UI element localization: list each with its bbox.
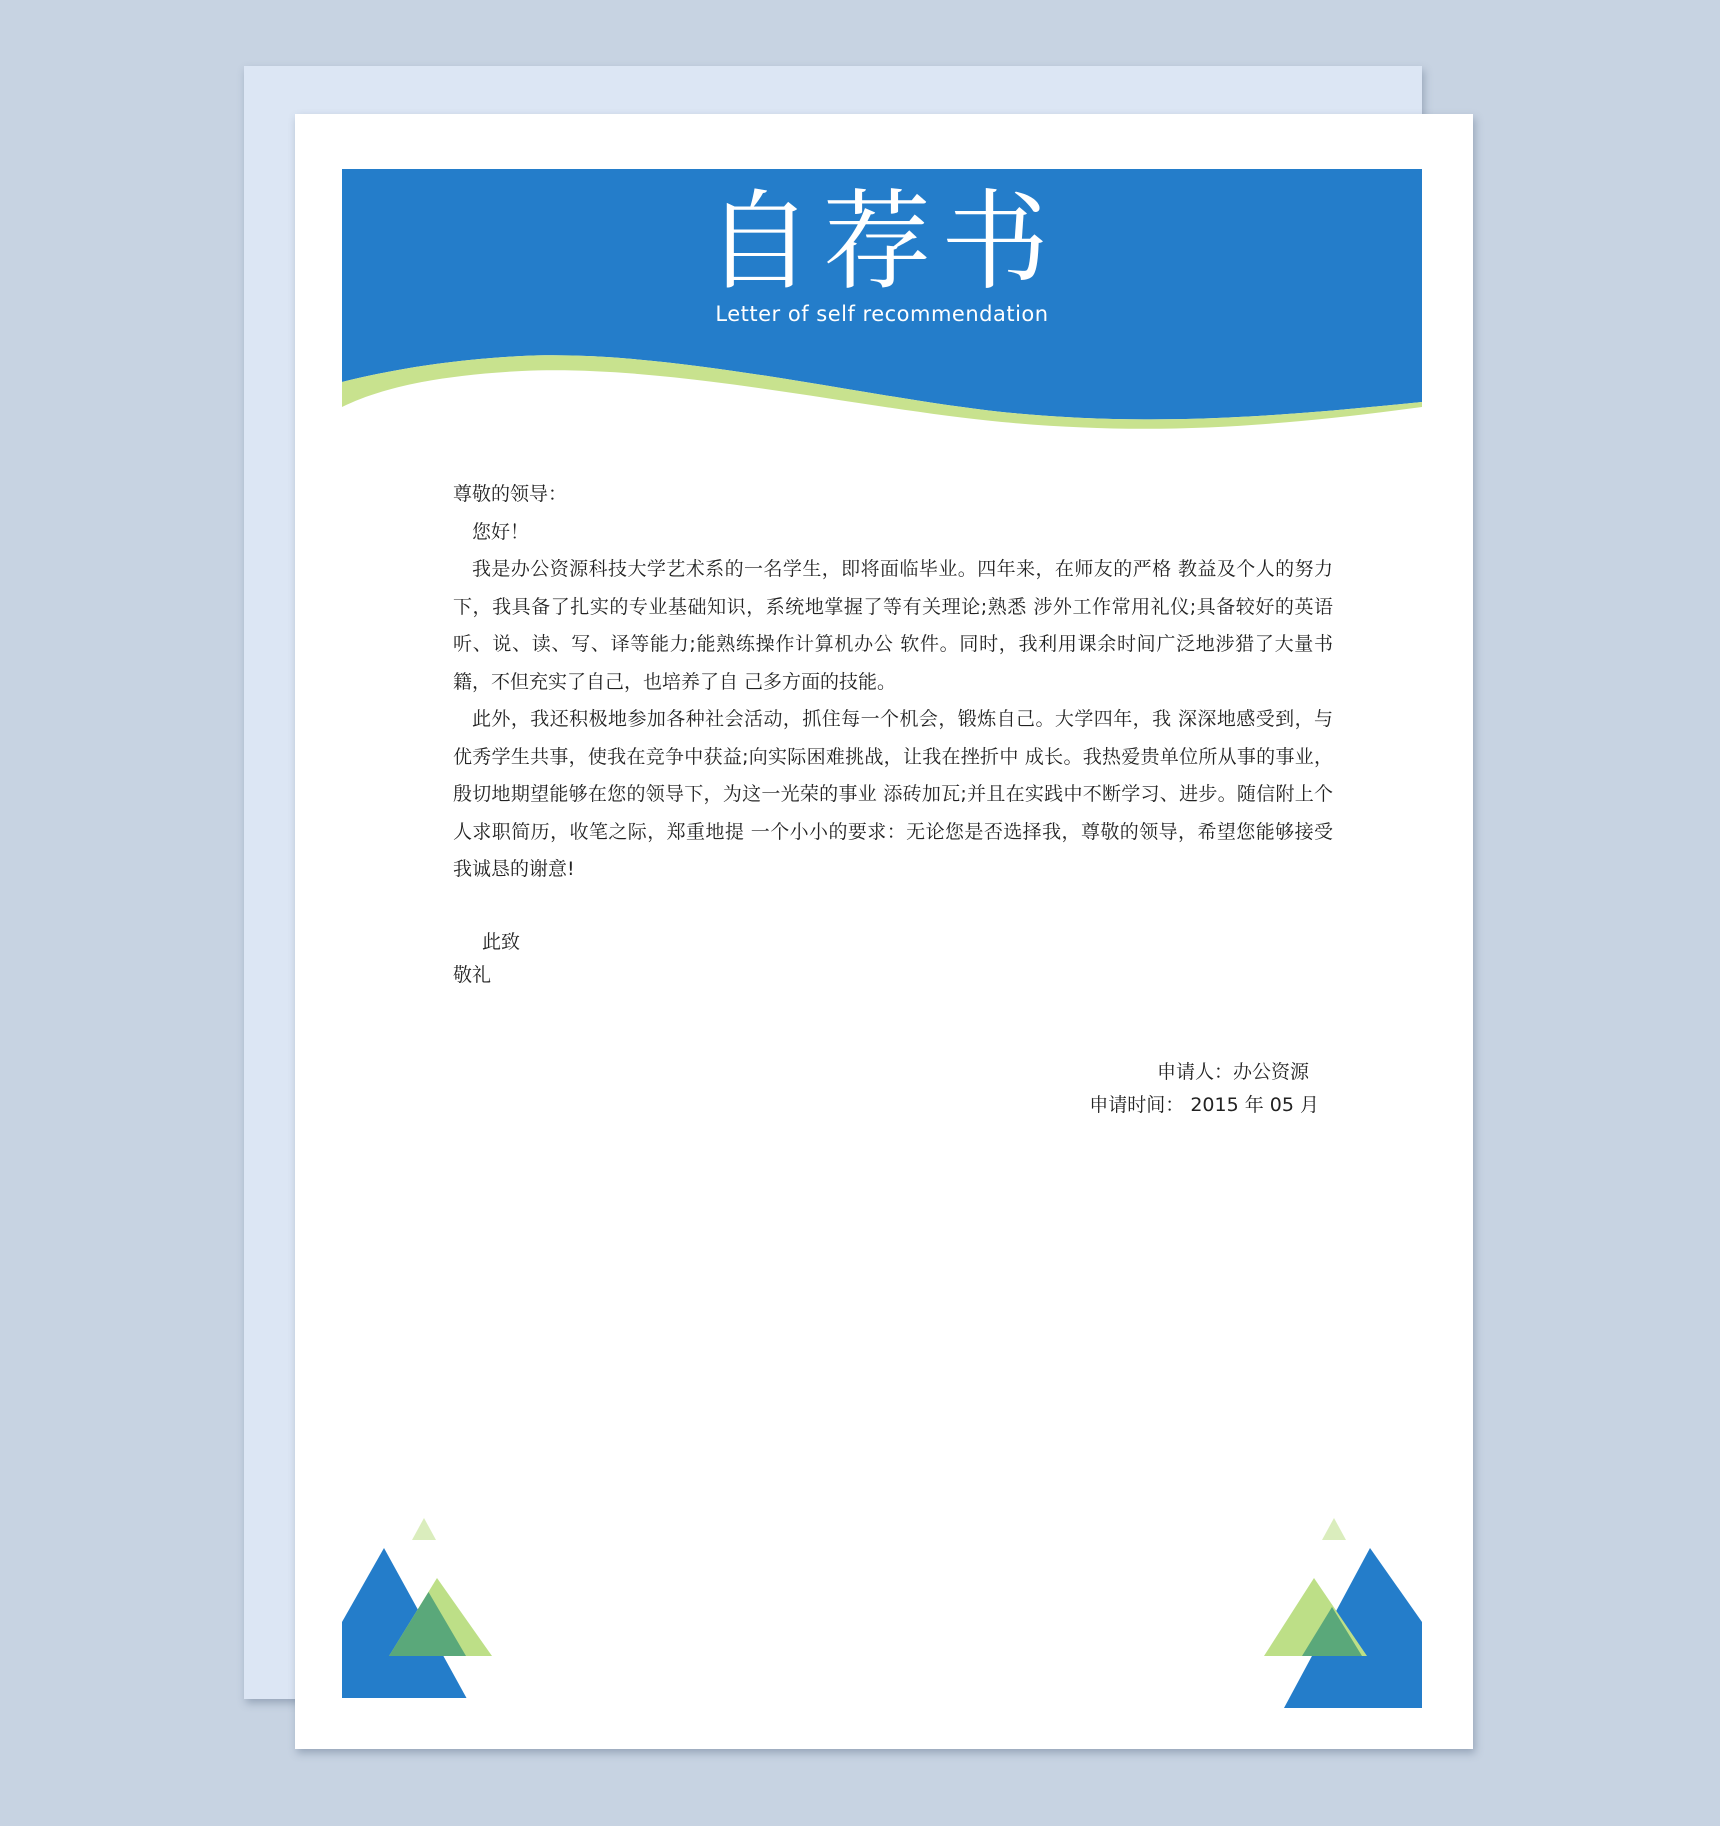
page-title: 自荐书 — [704, 180, 1059, 305]
applicant-name: 申请人：办公资源 — [1156, 1061, 1309, 1083]
paragraph-1: 我是办公资源科技大学艺术系的一名学生，即将面临毕业。四年来，在师友的严格 教益及个人的努力下，我具备了扎实的专业基础知识，系统地掌握了等有关理论;熟悉 涉外工作常用礼仪;具备较好的英语听、说、读、写、译等能力;能熟练操作计算机办公 软件。同时，我利用课余时间广泛地涉猎了大量书籍，不但充实了自己，也培养了自 己多方面的技能。 — [453, 558, 1333, 693]
application-date: 申请时间： 2015 年 05 月 — [1089, 1094, 1319, 1116]
salutation: 尊敬的领导： — [453, 483, 568, 505]
decorative-triangles-right — [1262, 1518, 1422, 1712]
greeting: 您好！ — [472, 520, 530, 543]
decorative-triangles-left — [342, 1518, 502, 1702]
closing-line-1: 此致 — [482, 930, 521, 953]
page-subtitle: Letter of self recommendation — [715, 302, 1049, 326]
letter-page — [295, 114, 1473, 1749]
header-banner — [342, 169, 1422, 459]
signature-block — [995, 1056, 1319, 1122]
letter-body — [453, 476, 1333, 992]
closing-line-2: 敬礼 — [453, 963, 492, 986]
paragraph-2: 此外，我还积极地参加各种社会活动，抓住每一个机会，锻炼自己。大学四年，我 深深地感受到，与优秀学生共事，使我在竞争中获益;向实际困难挑战，让我在挫折中 成长。我热爱贵单位所从事的事业，殷切地期望能够在您的领导下，为这一光荣的事业 添砖加瓦;并且在实践中不断学习、进步。随信附上个人求职简历，收笔之际，郑重地提 一个小小的要求：无论您是否选择我，尊敬的领导，希望您能够接受我诚恳的谢意! — [453, 708, 1333, 880]
